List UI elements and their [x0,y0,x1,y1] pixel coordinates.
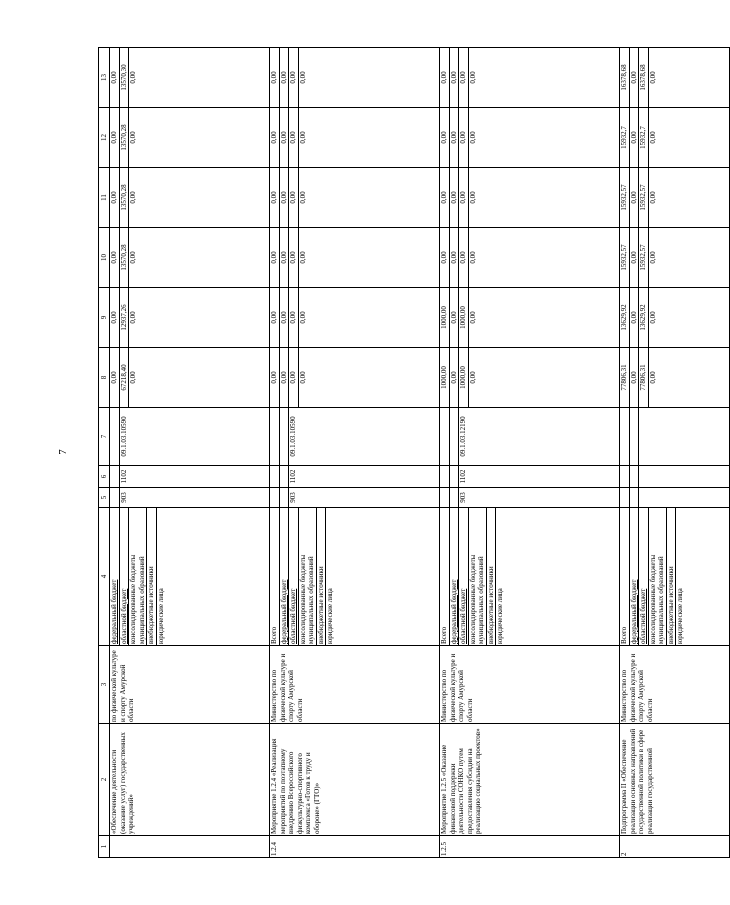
value-cell [620,48,730,108]
value-line: 15932,57 [638,168,648,227]
value-line: 0,00 [270,371,278,384]
value-line: 0,00 [128,168,138,227]
code-value: 1102 [288,466,298,487]
value-cell [110,288,270,348]
value-line: 0,00 [298,228,308,287]
code-cell-csr [110,408,270,466]
source-label: консолидированные бюджеты муниципальных образований [648,508,666,645]
source-label: юридические лица [675,508,685,645]
header-cell: 1 [99,836,110,858]
code-value: 903 [458,488,468,507]
code-cell-csr [440,408,620,466]
value-line: 0,00 [629,228,639,287]
header-cell: 8 [99,348,110,408]
value-line: 0,00 [440,191,448,204]
value-cell [270,168,440,228]
value-cell [110,108,270,168]
value-line: 0,00 [440,131,448,144]
value-line: 0,00 [468,48,478,107]
value-line: 0,00 [468,108,478,167]
table-row [270,48,440,858]
value-cell [110,48,270,108]
value-line: 0,00 [629,288,639,347]
value-line: 0,00 [110,71,118,84]
value-line: 0,00 [128,288,138,347]
header-cell: 7 [99,408,110,466]
table-row [110,48,270,858]
row-number-cell: 2 [620,836,730,858]
value-line: 0,00 [288,108,298,167]
header-cell: 5 [99,488,110,508]
value-line: 0,00 [110,371,118,384]
value-line: 0,00 [468,288,478,347]
source-label: консолидированные бюджеты муниципальных образований [128,508,146,645]
value-line: 15932,57 [620,244,628,271]
code-spacer [440,488,449,507]
value-line: 0,00 [279,288,289,347]
code-spacer [620,466,629,487]
value-cell [440,228,620,288]
value-line: 0,00 [440,71,448,84]
value-cell [270,108,440,168]
value-line: 15932,57 [638,228,648,287]
executor-cell: по физической культуре и спорту Амурской области [110,646,270,724]
value-cell [270,288,440,348]
value-line: 0,00 [648,228,658,287]
row-name-cell: Подпрограмма II «Обеспечение реализации основных направлений государственной политики в сфере реализации государственной [620,724,730,836]
source-label: федеральный бюджет [279,508,289,645]
value-line: 13629,92 [620,304,628,331]
value-line: 15932,7 [620,126,628,149]
value-line: 13570,28 [119,108,129,167]
code-spacer [279,488,289,507]
value-line: 67218,40 [119,348,129,407]
row-number-cell: 1.2.4 [270,836,440,858]
value-line: 0,00 [648,348,658,407]
row-number-cell: 1.2.5 [440,836,620,858]
value-line: 0,00 [288,288,298,347]
executor-cell: Министерство по физической культуре и спорту Амурской области [620,646,730,724]
value-line: 0,00 [279,228,289,287]
source-label: внебюджетные источники [666,508,676,645]
value-line: 0,00 [288,348,298,407]
value-line: 0,00 [279,348,289,407]
code-spacer [449,466,459,487]
value-cell [270,48,440,108]
source-label: консолидированные бюджеты муниципальных образований [298,508,316,645]
code-value: 09.1.03.10590 [288,408,298,465]
value-line: 0,00 [270,71,278,84]
value-line: 16378,68 [638,48,648,107]
source-label: юридические лица [325,508,335,645]
header-cell: 12 [99,108,110,168]
value-line: 0,00 [128,108,138,167]
value-line: 0,00 [449,108,459,167]
value-line: 0,00 [298,108,308,167]
code-value: 903 [288,488,298,507]
code-spacer [270,408,279,465]
value-cell [620,288,730,348]
code-spacer [629,408,639,465]
header-cell: 4 [99,508,110,646]
source-list-cell [440,508,620,646]
header-cell: 6 [99,466,110,488]
value-line: 0,00 [270,191,278,204]
code-spacer [449,488,459,507]
value-line: 1000,00 [440,306,448,329]
code-cell-rz [620,466,730,488]
code-cell-rz [110,466,270,488]
value-cell [440,48,620,108]
code-spacer [629,488,639,507]
header-cell: 13 [99,48,110,108]
code-spacer [620,488,629,507]
value-cell [440,168,620,228]
code-value: 1102 [458,466,468,487]
value-line: 0,00 [468,168,478,227]
value-line: 0,00 [298,348,308,407]
value-line: 13570,28 [119,168,129,227]
code-cell-grbs [620,488,730,508]
source-label: федеральный бюджет [110,579,118,644]
executor-cell: Министерство по физической культуре и спорту Амурской области [270,646,440,724]
source-label: юридические лица [156,508,166,645]
source-list-cell [110,508,270,646]
value-line: 0,00 [279,108,289,167]
source-list-cell [620,508,730,646]
source-label: Всего [270,626,278,644]
code-value [638,466,639,487]
value-line: 12937,26 [119,288,129,347]
header-cell: 10 [99,228,110,288]
code-value: 09.1.03.10590 [119,408,129,465]
value-cell [620,168,730,228]
source-label: внебюджетные источники [486,508,496,645]
source-label: областной бюджет [458,508,468,645]
value-line: 13570,30 [119,48,129,107]
value-line: 0,00 [288,228,298,287]
value-line: 0,00 [110,131,118,144]
code-value [638,488,639,507]
code-cell-rz [440,466,620,488]
value-cell [620,228,730,288]
code-spacer [620,408,629,465]
budget-table [98,47,730,858]
value-line: 0,00 [128,228,138,287]
row-name-cell: Мероприятие 1.2.5 «Оказание финансовой поддержки деятельности СОНКО путем предоставления субсидии на реализацию социальных проектов» [440,724,620,836]
code-spacer [449,408,459,465]
value-line: 0,00 [449,168,459,227]
value-line: 0,00 [440,251,448,264]
value-cell [110,348,270,408]
value-line: 0,00 [468,228,478,287]
value-line: 13570,28 [119,228,129,287]
value-line: 0,00 [629,48,639,107]
value-cell [440,348,620,408]
value-line: 77806,31 [638,348,648,407]
value-line: 0,00 [279,48,289,107]
code-cell-rz [270,466,440,488]
value-line: 16378,68 [620,64,628,91]
code-spacer [270,466,279,487]
value-line: 13629,92 [638,288,648,347]
code-cell-grbs [110,488,270,508]
code-spacer [279,408,289,465]
source-list-cell [270,508,440,646]
header-cell: 11 [99,168,110,228]
page-number: 7 [56,449,69,455]
row-name-cell: Мероприятие 1.2.4 «Реализация мероприятий по поэтапному внедрению Всероссийского физкультурно-спортивного комплекса «Готов к труду и обороне» (ГТО)» [270,724,440,836]
code-spacer [440,408,449,465]
value-line: 0,00 [629,108,639,167]
value-line: 0,00 [298,168,308,227]
row-name-cell: «Обеспечение деятельности (оказание услуг) государственных учреждений» [110,724,270,836]
header-row [99,48,110,858]
value-line: 0,00 [629,348,639,407]
header-cell: 2 [99,724,110,836]
value-line: 0,00 [298,288,308,347]
value-cell [620,348,730,408]
value-line: 0,00 [270,251,278,264]
value-line: 0,00 [629,168,639,227]
value-line: 0,00 [458,228,468,287]
value-line: 0,00 [449,348,459,407]
value-line: 0,00 [110,191,118,204]
header-cell: 3 [99,646,110,724]
code-cell-csr [270,408,440,466]
code-spacer [279,466,289,487]
value-line: 0,00 [110,251,118,264]
value-line: 0,00 [270,311,278,324]
source-label: федеральный бюджет [629,508,639,645]
code-spacer [110,466,119,487]
value-line: 1000,00 [458,288,468,347]
value-line: 0,00 [270,131,278,144]
value-cell [270,348,440,408]
value-cell [620,108,730,168]
value-cell [440,288,620,348]
value-line: 0,00 [648,108,658,167]
source-label: внебюджетные источники [316,508,326,645]
source-label: областной бюджет [638,508,648,645]
value-line: 0,00 [449,48,459,107]
header-cell: 9 [99,288,110,348]
value-cell [270,228,440,288]
code-cell-csr [620,408,730,466]
value-line: 0,00 [288,48,298,107]
value-line: 15932,7 [638,108,648,167]
value-line: 0,00 [298,48,308,107]
value-cell [110,168,270,228]
table-row [620,48,730,858]
value-line: 0,00 [648,288,658,347]
source-label: Всего [620,626,628,644]
source-label: областной бюджет [119,508,129,645]
source-label: областной бюджет [288,508,298,645]
document-table-rotated [98,48,684,858]
value-line: 0,00 [279,168,289,227]
row-number-cell [110,836,270,858]
code-cell-grbs [440,488,620,508]
code-cell-grbs [270,488,440,508]
value-cell [440,108,620,168]
value-line: 77806,31 [620,364,628,391]
value-line: 1000,00 [458,348,468,407]
value-line: 0,00 [128,48,138,107]
code-value: 903 [119,488,129,507]
code-value: 09.1.03.12190 [458,408,468,465]
source-label: внебюджетные источники [146,508,156,645]
code-spacer [110,408,119,465]
value-line: 0,00 [458,108,468,167]
value-line: 0,00 [468,348,478,407]
value-cell [110,228,270,288]
value-line: 0,00 [648,48,658,107]
code-spacer [629,466,639,487]
source-label: Всего [440,626,448,644]
value-line: 0,00 [458,168,468,227]
code-spacer [270,488,279,507]
value-line: 0,00 [449,288,459,347]
code-value: 1102 [119,466,129,487]
source-label: федеральный бюджет [449,508,459,645]
value-line: 0,00 [288,168,298,227]
value-line: 0,00 [449,228,459,287]
code-value [638,408,639,465]
value-line: 0,00 [110,311,118,324]
source-label: консолидированные бюджеты муниципальных образований [468,508,486,645]
source-label: юридические лица [495,508,505,645]
table-row [440,48,620,858]
code-spacer [110,488,119,507]
value-line: 15932,57 [620,184,628,211]
value-line: 0,00 [648,168,658,227]
value-line: 1000,00 [440,366,448,389]
value-line: 0,00 [458,48,468,107]
code-spacer [440,466,449,487]
value-line: 0,00 [128,348,138,407]
executor-cell: Министерство по физической культуре и спорту Амурской области [440,646,620,724]
